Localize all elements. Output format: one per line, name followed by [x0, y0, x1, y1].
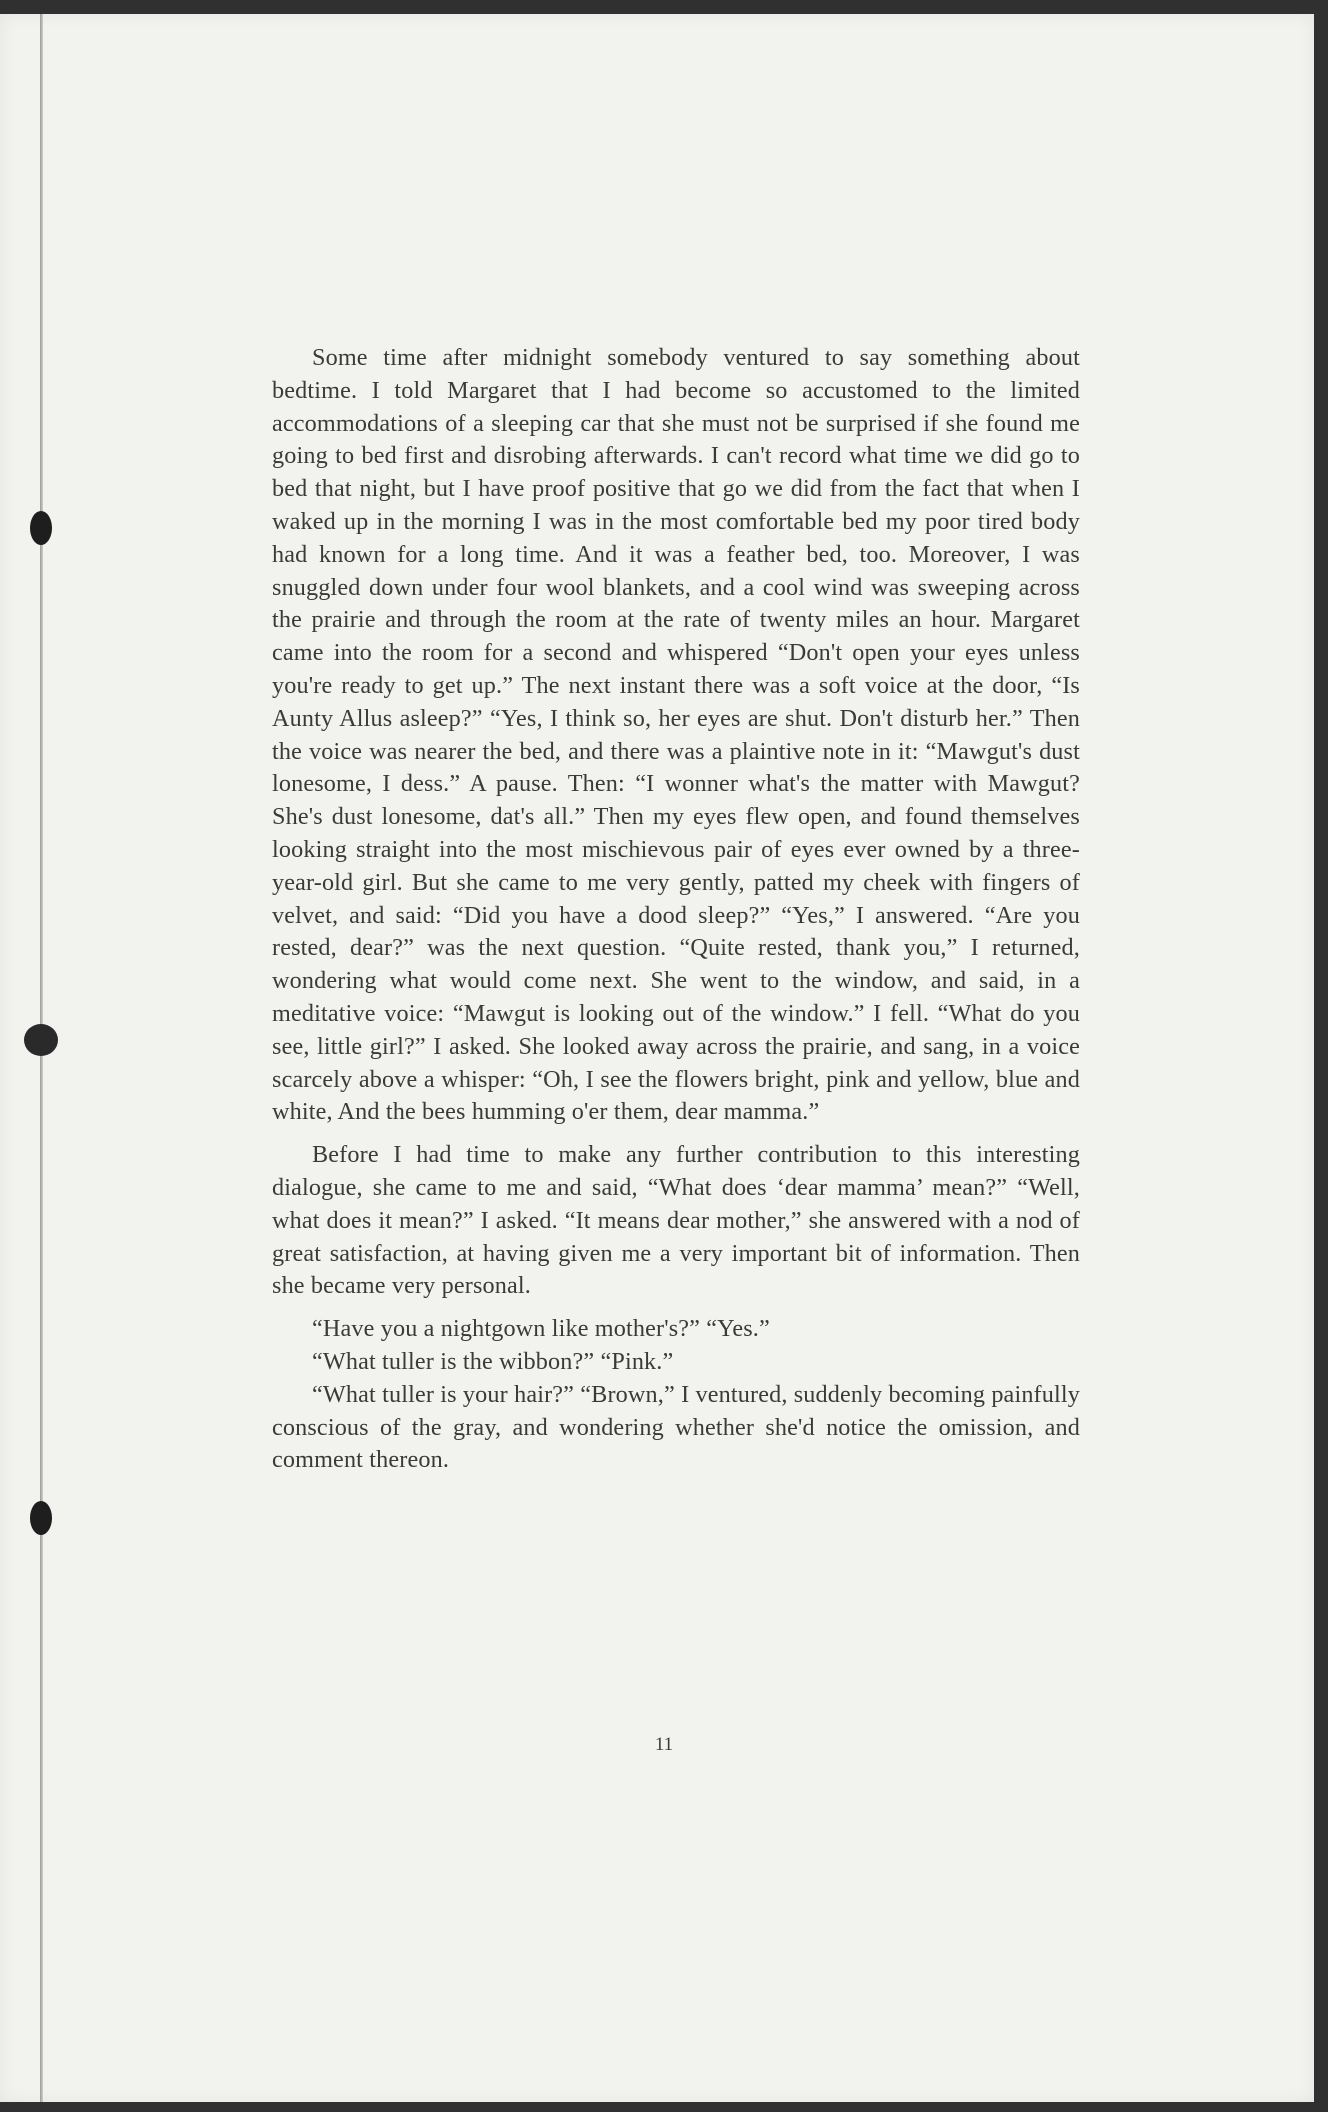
body-text: [272, 342, 1080, 1477]
paragraph: “What tuller is the wibbon?” “Pink.”: [312, 1347, 674, 1375]
binding-hole-middle: [24, 1024, 58, 1056]
binding-hole-bottom: [30, 1501, 52, 1535]
paragraph: Before I had time to make any further contribution to this interesting dialogue, she came to me and said, “What does ‘dear mamma’ mean?” “Well, what does it mean?” I asked. “It means dear mother,” she answered with a nod of great satisfaction, at having given me a very important bit of information. Then she became very personal.: [272, 1141, 1080, 1300]
paragraph: Some time after midnight somebody ventured to say something about bedtime. I told Margaret that I had become so accustomed to the limited accommodations of a sleeping car that she must not be surprised if she found me going to bed first and disrobing afterwards. I can't record what time we did go to bed that night, but I have proof positive that go we did from the fact that when I waked up in the morning I was in the most comfortable bed my poor tired body had known for a long time. And it was a feather bed, too. Moreover, I was snuggled down under four wool blankets, and a cool wind was sweeping across the prairie and through the room at the rate of twenty miles an hour. Margaret came into the room for a second and whispered “Don't open your eyes unless you're ready to get up.” The next instant there was a soft voice at the door, “Is Aunty Allus asleep?” “Yes, I think so, her eyes are shut. Don't disturb her.” Then the voice was nearer the bed, and there was a plaintive note in it: “Mawgut's dust lonesome, I dess.” A pause. Then: “I wonner what's the matter with Mawgut? She's dust lonesome, dat's all.” Then my eyes flew open, and found themselves looking straight into the most mischievous pair of eyes ever owned by a three-year-old girl. But she came to me very gently, patted my cheek with fingers of velvet, and said: “Did you have a dood sleep?” “Yes,” I answered. “Are you rested, dear?” was the next question. “Quite rested, thank you,” I returned, wondering what would come next. She went to the window, and said, in a meditative voice: “Mawgut is looking out of the window.” I fell. “What do you see, little girl?” I asked. She looked away across the prairie, and sang, in a voice scarcely above a whisper: “Oh, I see the flowers bright, pink and yellow, blue and white, And the bees humming o'er them, dear mamma.”: [272, 344, 1080, 1126]
paragraph: “Have you a nightgown like mother's?” “Yes.”: [312, 1315, 770, 1343]
page-number: 11: [654, 1734, 674, 1755]
binding-hole-top: [30, 511, 52, 545]
paragraph: “What tuller is your hair?” “Brown,” I ventured, suddenly becoming painfully conscious of the gray, and wondering whether she'd notice the omission, and comment thereon.: [272, 1380, 1080, 1474]
binding-edge: [40, 14, 43, 2102]
